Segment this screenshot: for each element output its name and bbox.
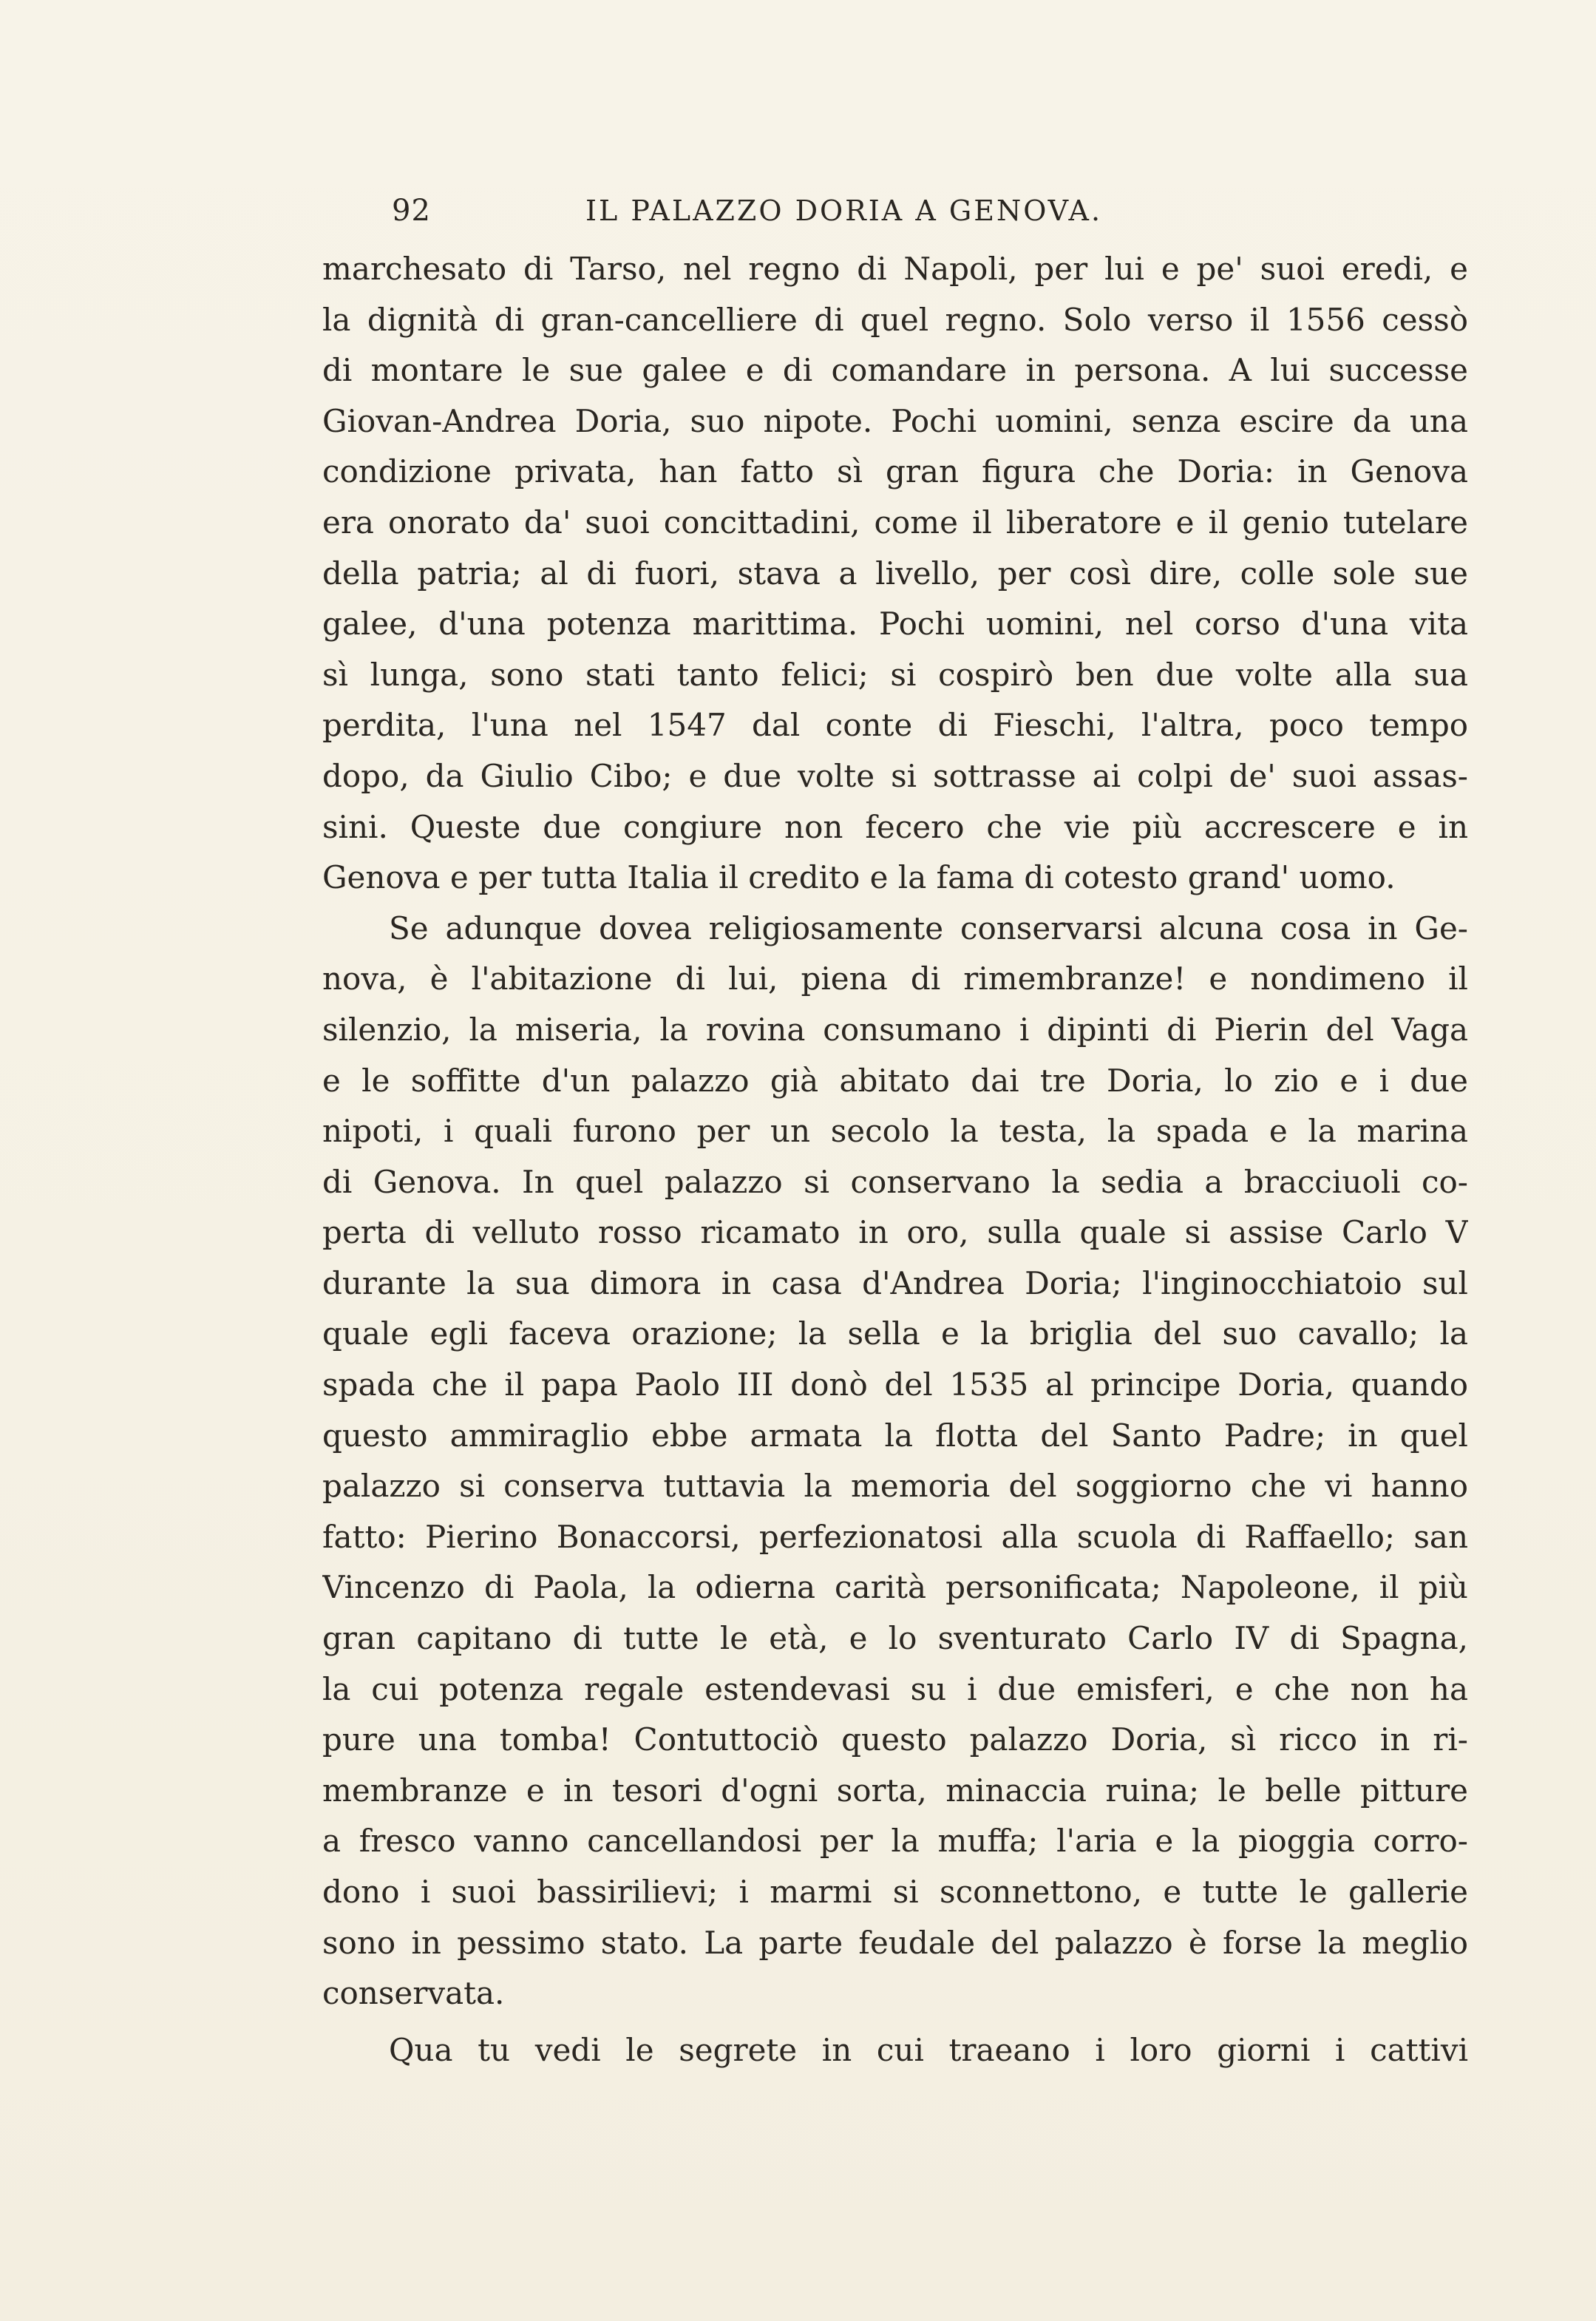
text-line: Genova e per tutta Italia il credito e la fama di cotesto grand' uomo. (322, 859, 1396, 896)
text-line: nova, è l'abitazione di lui, piena di rimembranze! e nondimeno il (322, 960, 1468, 997)
text-line: sì lunga, sono stati tanto felici; si cospirò ben due volte alla sua (322, 656, 1468, 693)
text-line: e le soffitte d'un palazzo già abitato dai tre Doria, lo zio e i due (322, 1062, 1468, 1099)
text-line: galee, d'una potenza marittima. Pochi uomini, nel corso d'una vita (322, 606, 1468, 643)
text-line: Vincenzo di Paola, la odierna carità personificata; Napoleone, il più (322, 1569, 1468, 1606)
text-line: la cui potenza regale estendevasi su i due emisferi, e che non ha (322, 1670, 1468, 1707)
text-line: di montare le sue galee e di comandare in persona. A lui successe (322, 352, 1468, 389)
paragraph-3 (322, 2025, 1468, 2076)
text-line: perdita, l'una nel 1547 dal conte di Fieschi, l'altra, poco tempo (322, 707, 1468, 744)
running-title: IL PALAZZO DORIA A GENOVA. (585, 194, 1103, 227)
text-line: della patria; al di fuori, stava a livello, per così dire, colle sole sue (322, 555, 1468, 592)
page-number: 92 (392, 194, 431, 228)
text-line: a fresco vanno cancellandosi per la muffa; l'aria e la pioggia corro- (322, 1823, 1468, 1860)
text-line: fatto: Pierino Bonaccorsi, perfezionatosi alla scuola di Raffaello; san (322, 1518, 1468, 1555)
text-line: nipoti, i quali furono per un secolo la testa, la spada e la marina (322, 1113, 1468, 1150)
text-line: membranze e in tesori d'ogni sorta, minaccia ruina; le belle pitture (322, 1772, 1468, 1809)
text-line: Se adunque dovea religiosamente conservarsi alcuna cosa in Ge- (389, 909, 1468, 946)
text-line: perta di velluto rosso ricamato in oro, sulla quale si assise Carlo V (322, 1214, 1468, 1251)
text-line: spada che il papa Paolo III donò del 1535 al principe Doria, quando (322, 1366, 1468, 1403)
text-line: Giovan-Andrea Doria, suo nipote. Pochi uomini, senza escire da una (322, 402, 1468, 439)
text-line: di Genova. In quel palazzo si conservano la sedia a bracciuoli co- (322, 1163, 1468, 1200)
text-line: marchesato di Tarso, nel regno di Napoli, per lui e pe' suoi eredi, e (322, 251, 1468, 287)
text-line: condizione privata, han fatto sì gran figura che Doria: in Genova (322, 453, 1468, 490)
text-line: questo ammiraglio ebbe armata la flotta del Santo Padre; in quel (322, 1417, 1468, 1454)
paragraph-1 (322, 244, 1468, 904)
text-line: gran capitano di tutte le età, e lo sventurato Carlo IV di Spagna, (322, 1620, 1468, 1657)
text-line: durante la sua dimora in casa d'Andrea Doria; l'inginocchiatoio sul (322, 1264, 1468, 1301)
text-line: dono i suoi bassirilievi; i marmi si sconnettono, e tutte le gallerie (322, 1874, 1468, 1910)
text-line: sono in pessimo stato. La parte feudale del palazzo è forse la meglio (322, 1924, 1468, 1961)
text-line: era onorato da' suoi concittadini, come il liberatore e il genio tutelare (322, 504, 1468, 541)
text-line: la dignità di gran-cancelliere di quel regno. Solo verso il 1556 cessò (322, 301, 1468, 338)
text-line: Qua tu vedi le segrete in cui traeano i loro giorni i cattivi (389, 2031, 1468, 2068)
text-line: conservata. (322, 1975, 505, 2012)
paragraph-2 (322, 904, 1468, 2019)
page-header (392, 185, 1213, 237)
body-text (322, 244, 1468, 2076)
text-line: sini. Queste due congiure non fecero che vie più accrescere e in (322, 808, 1468, 845)
text-line: quale egli faceva orazione; la sella e la briglia del suo cavallo; la (322, 1315, 1468, 1352)
text-line: pure una tomba! Contuttociò questo palazzo Doria, sì ricco in ri- (322, 1721, 1468, 1758)
text-line: dopo, da Giulio Cibo; e due volte si sottrasse ai colpi de' suoi assas- (322, 757, 1468, 794)
text-line: palazzo si conserva tuttavia la memoria del soggiorno che vi hanno (322, 1468, 1468, 1505)
text-line: silenzio, la miseria, la rovina consumano i dipinti di Pierin del Vaga (322, 1011, 1468, 1048)
